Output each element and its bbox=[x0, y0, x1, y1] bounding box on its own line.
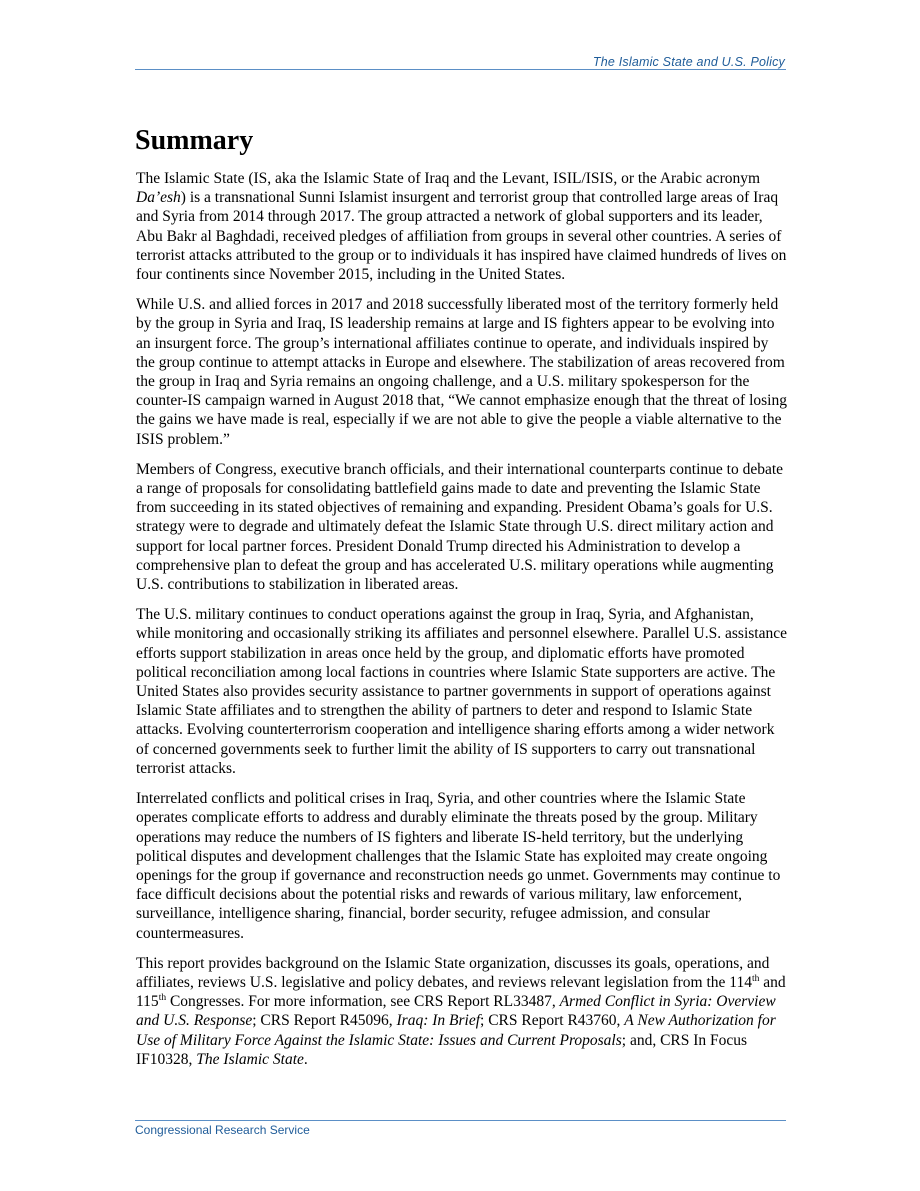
paragraph-6: This report provides background on the Islamic State organization, discusses its goals, operations, and affiliates, reviews U.S. legislative and policy debates, and reviews relevant legislation from the 114th and 115th Congresses. For more information, see CRS Report RL33487, Armed Conflict in Syria: Overview and U.S. Response; CRS Report R45096, Iraq: In Brief; CRS Report R43760, A New Authorization for Use of Military Force Against the Islamic State: Issues and Current Proposals; and, CRS In Focus IF10328, The Islamic State. bbox=[136, 954, 786, 1068]
footer-divider bbox=[135, 1120, 786, 1121]
running-header-title: The Islamic State and U.S. Policy bbox=[592, 55, 785, 69]
summary-body bbox=[136, 169, 787, 1080]
section-heading: Summary bbox=[135, 125, 254, 156]
report-title-link: A New Authorization for Use of Military Force Against the Islamic State: Issues and Current Proposals bbox=[136, 1012, 776, 1049]
paragraph-4: The U.S. military continues to conduct operations against the group in Iraq, Syria, and Afghanistan, while monitoring and occasionally striking its affiliates and personnel elsewhere. Parallel U.S. assistance efforts support stabilization in areas once held by the group, and diplomatic efforts have promoted political reconciliation among local factions in countries where Islamic State supporters are active. The United States also provides security assistance to partner governments in support of operations against Islamic State affiliates and to strengthen the ability of partners to deter and respond to Islamic State attacks. Evolving counterterrorism cooperation and intelligence sharing efforts among a wider network of concerned governments seek to further limit the ability of IS supporters to carry out transnational terrorist attacks. bbox=[136, 606, 787, 777]
report-title-link: The Islamic State bbox=[196, 1050, 304, 1068]
paragraph-3: Members of Congress, executive branch officials, and their international counterparts continue to debate a range of proposals for consolidating battlefield gains made to date and preventing the Islamic State from succeeding in its stated objectives of remaining and expanding. President Obama’s goals for U.S. strategy were to degrade and ultimately defeat the Islamic State through U.S. direct military action and support for local partner forces. President Donald Trump directed his Administration to develop a comprehensive plan to defeat the group and has accelerated U.S. military operations while augmenting U.S. contributions to stabilization in liberated areas. bbox=[136, 460, 784, 594]
paragraph-5: Interrelated conflicts and political crises in Iraq, Syria, and other countries where the Islamic State operates complicate efforts to address and durably eliminate the threats posed by the group. Military operations may reduce the numbers of IS fighters and liberate IS-held territory, but the underlying political disputes and development challenges that the Islamic State has exploited may create ongoing openings for the group if governance and reconstruction needs go unmet. Governments may continue to face difficult decisions about the potential risks and rewards of various military, law enforcement, surveillance, intelligence sharing, financial, border security, refugee admission, and consular countermeasures. bbox=[136, 790, 781, 942]
report-title-link: Armed Conflict in Syria: Overview and U.S. Response bbox=[136, 993, 776, 1030]
paragraph-1: The Islamic State (IS, aka the Islamic State of Iraq and the Levant, ISIL/ISIS, or the Arabic acronym Da’esh) is a transnational Sunni Islamist insurgent and terrorist group that controlled large areas of Iraq and Syria from 2014 through 2017. The group attracted a network of global supporters and its leader, Abu Bakr al Baghdadi, received pledges of affiliation from groups in several other countries. A series of terrorist attacks attributed to the group or to individuals it has inspired have claimed hundreds of lives on four continents since November 2015, including in the United States. bbox=[136, 170, 787, 284]
report-title-link: Iraq: In Brief bbox=[396, 1012, 481, 1030]
footer-publisher: Congressional Research Service bbox=[135, 1123, 310, 1137]
header-divider bbox=[135, 69, 786, 70]
paragraph-2: While U.S. and allied forces in 2017 and 2018 successfully liberated most of the territory formerly held by the group in Syria and Iraq, IS leadership remains at large and IS fighters appear to be evolving into an insurgent force. The group’s international affiliates continue to operate, and individuals inspired by the group continue to attempt attacks in Europe and elsewhere. The stabilization of areas recovered from the group in Iraq and Syria remains an ongoing challenge, and a U.S. military spokesperson for the counter-IS campaign warned in August 2018 that, “We cannot emphasize enough that the threat of losing the gains we have made is real, especially if we are not able to give the people a viable alternative to the ISIS problem.” bbox=[136, 296, 787, 448]
